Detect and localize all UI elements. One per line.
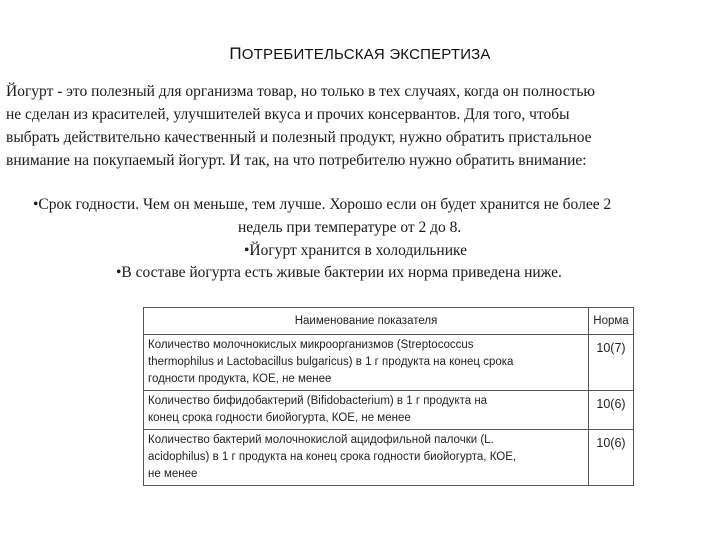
intro-line: выбрать действительно качественный и полезный продукт, нужно обратить пристальное: [6, 129, 592, 146]
norms-table: [143, 307, 634, 486]
indicator-cell: [144, 335, 589, 391]
indicator-cell: [144, 391, 589, 430]
bullet-item-storage: •Йогурт хранится в холодильнике: [244, 242, 468, 259]
intro-line: Йогурт - это полезный для организма товар, но только в тех случаях, когда он полностью: [6, 83, 595, 100]
cell-line: Количество молочнокислых микроорганизмов (Streptococcus: [148, 339, 474, 351]
column-header-norm: Норма: [589, 308, 634, 335]
intro-line: внимание на покупаемый йогурт. И так, на что потребителю нужно обратить внимание:: [6, 152, 587, 169]
bullet-item-shelf-life-cont: недель при температуре от 2 до 8.: [238, 219, 462, 236]
bullet-item-shelf-life: •Срок годности. Чем он меньше, тем лучше. Хорошо если он будет хранится не более 2: [33, 196, 612, 213]
cell-line: годности продукта, КОЕ, не менее: [148, 373, 332, 385]
cell-line: acidophilus) в 1 г продукта на конец срока годности биойогурта, КОЕ,: [148, 451, 517, 463]
cell-line: Количество бифидобактерий (Bifidobacterium) в 1 г продукта на: [148, 395, 488, 407]
cell-line: не менее: [148, 468, 198, 480]
cell-line: Количество бактерий молочнокислой ацидофильной палочки (L.: [148, 434, 494, 446]
norm-value-cell: 10(6): [589, 391, 634, 430]
title-rest: ОТРЕБИТЕЛЬСКАЯ ЭКСПЕРТИЗА: [241, 46, 491, 63]
norm-value-cell: 10(7): [589, 335, 634, 391]
table-row: [144, 430, 634, 486]
table-row: [144, 391, 634, 430]
indicator-cell: [144, 430, 589, 486]
bullet-item-bacteria: •В составе йогурта есть живые бактерии их норма приведена ниже.: [116, 264, 562, 281]
title-first-letter: П: [229, 44, 242, 63]
column-header-indicator: Наименование показателя: [144, 308, 589, 335]
cell-line: thermophilus и Lactobacillus bulgaricus) в 1 г продукта на конец срока: [148, 356, 514, 368]
page-title: [0, 44, 720, 64]
intro-line: не сделан из красителей, улучшителей вкуса и прочих консервантов. Для того, чтобы: [6, 106, 570, 123]
table-header-row: [144, 308, 634, 335]
table-row: [144, 335, 634, 391]
intro-paragraph: [6, 80, 718, 172]
cell-line: конец срока годности биойогурта, КОЕ, не менее: [148, 412, 411, 424]
norm-value-cell: 10(6): [589, 430, 634, 486]
